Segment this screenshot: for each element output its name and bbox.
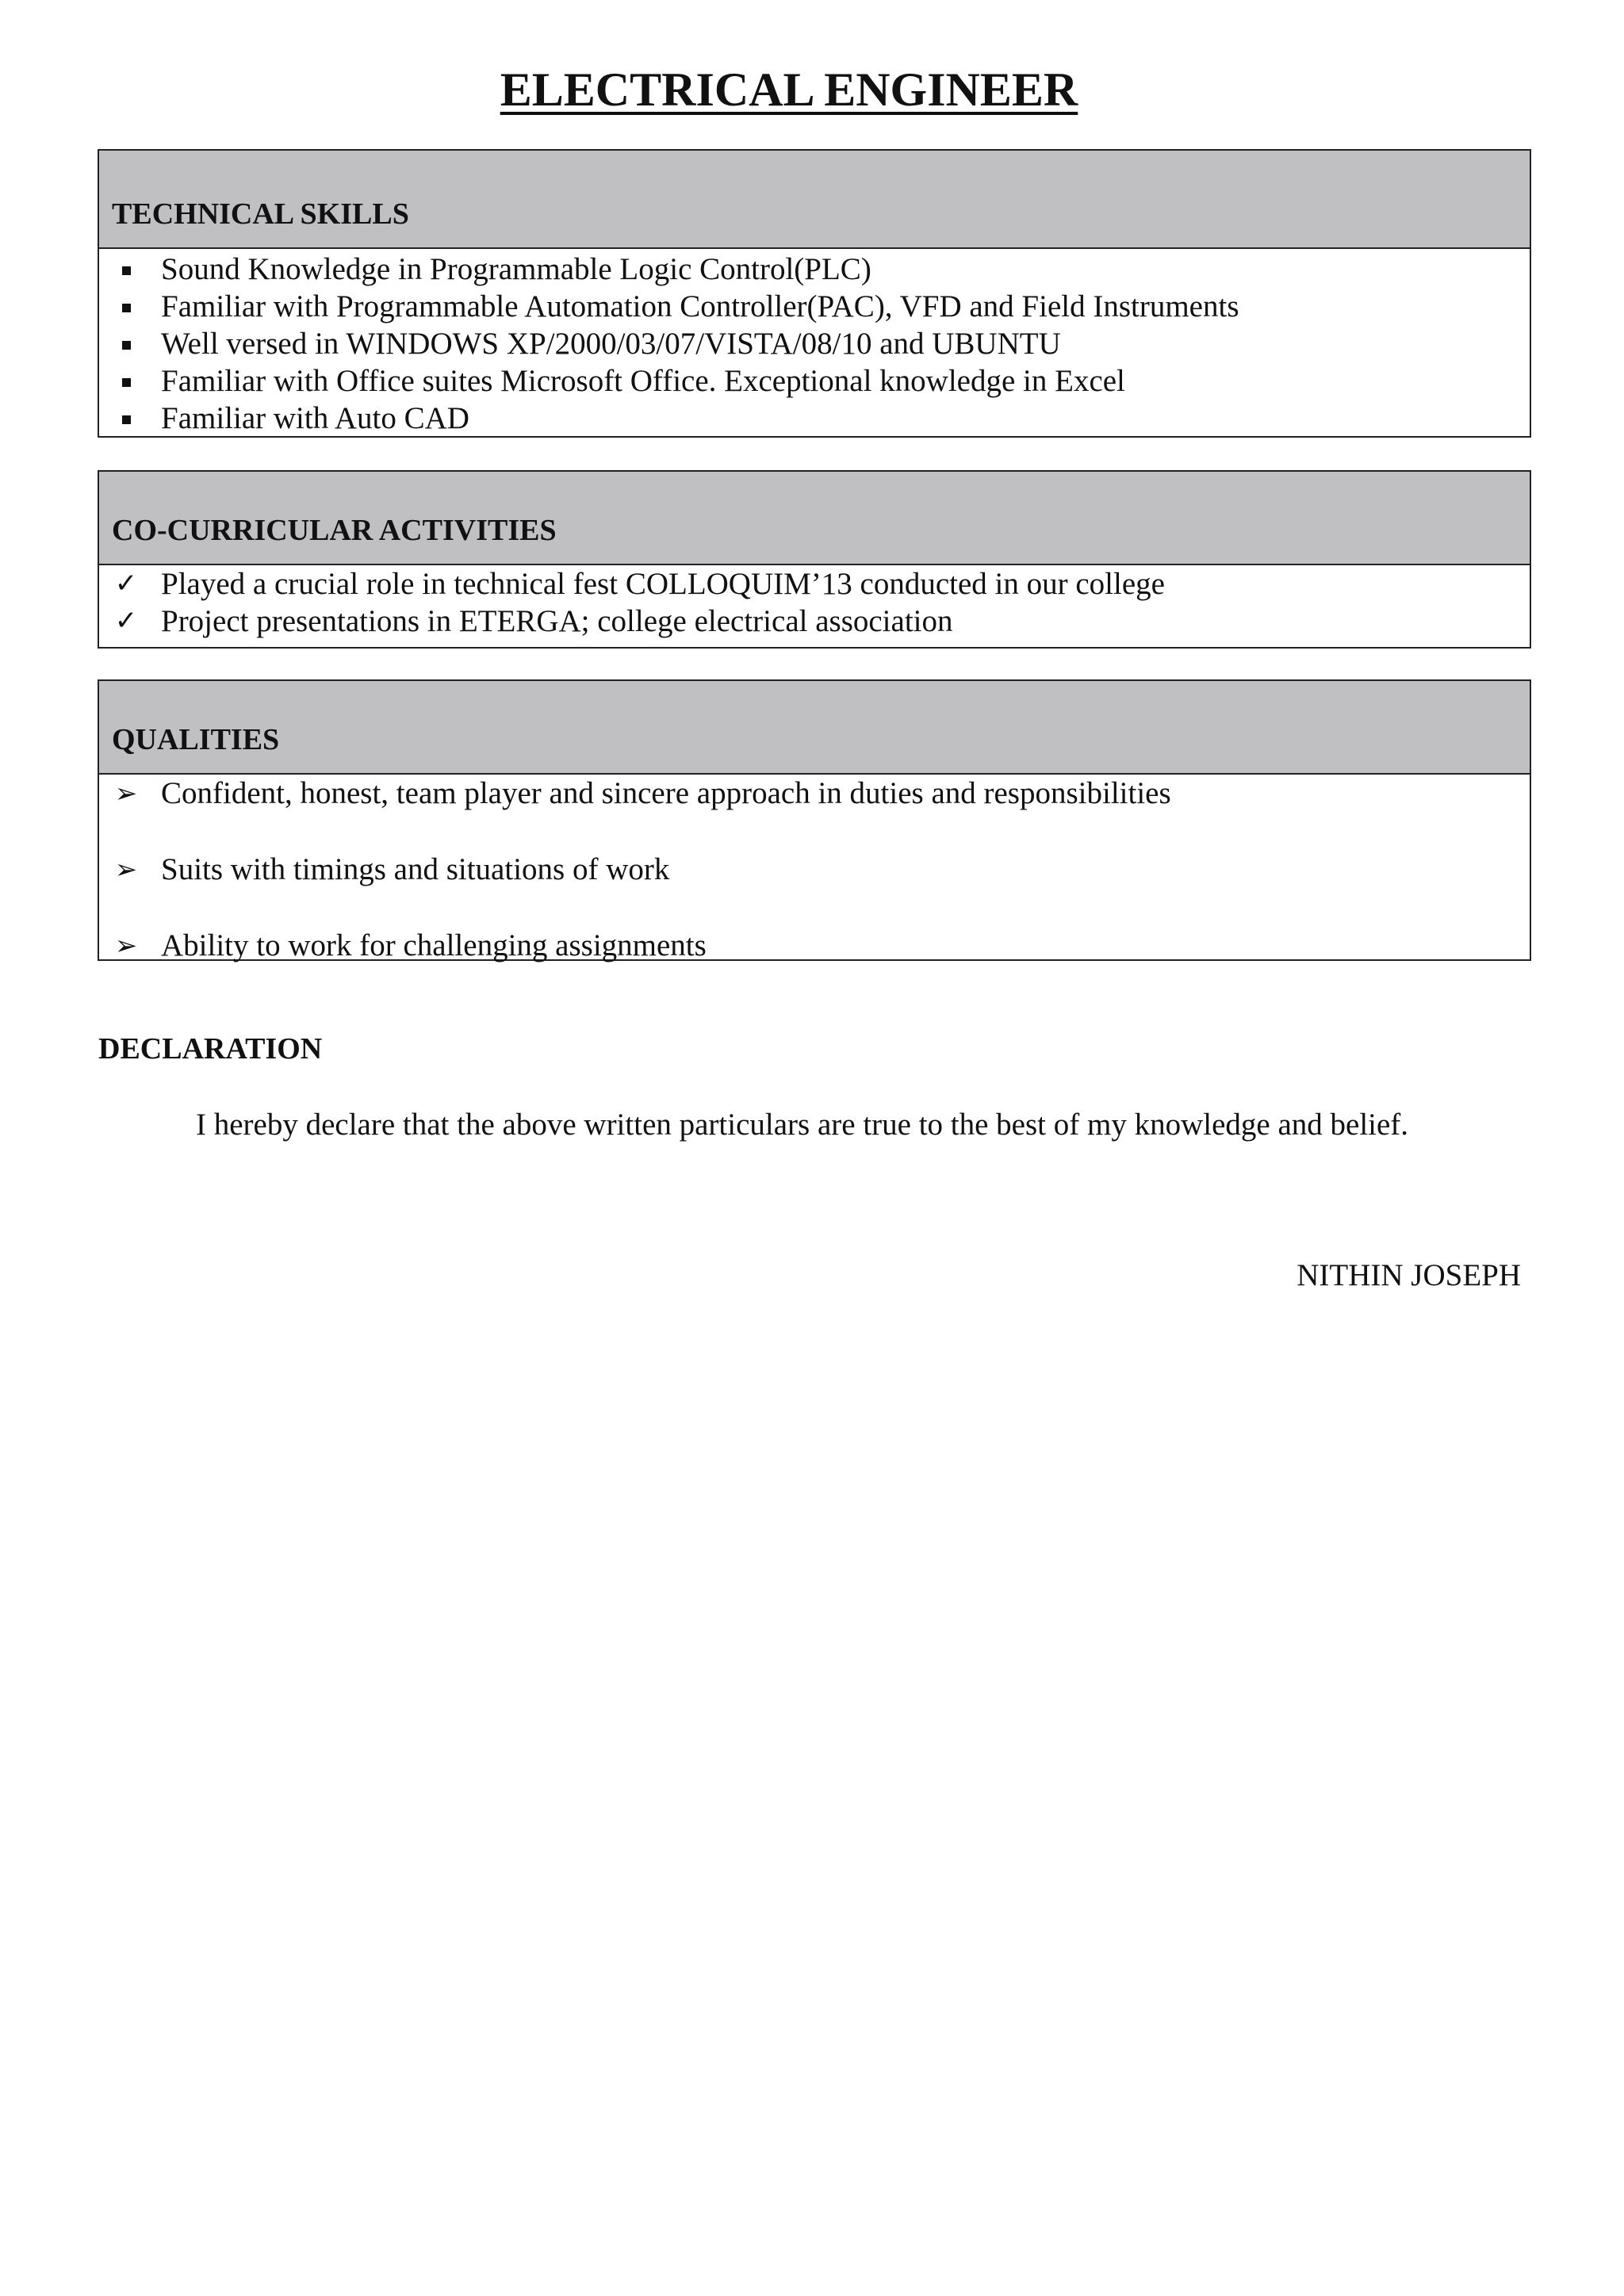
technical-skills-heading: TECHNICAL SKILLS (99, 151, 1530, 249)
arrow-bullet-icon: ➢ (114, 854, 138, 886)
list-item-text: Played a crucial role in technical fest COLLOQUIM’13 conducted in our college (161, 567, 1165, 601)
co-curricular-section (98, 470, 1531, 649)
list-item (99, 565, 1530, 603)
square-bullet-icon (110, 362, 142, 400)
square-bullet-icon (110, 288, 142, 325)
technical-skills-section (98, 149, 1531, 438)
arrow-bullet-icon: ➢ (114, 930, 138, 962)
qualities-list (99, 775, 1530, 965)
list-item-text: Well versed in WINDOWS XP/2000/03/07/VISTA/08/10 and UBUNTU (161, 327, 1061, 361)
square-bullet-icon (110, 325, 142, 362)
list-item-text: Familiar with Office suites Microsoft Office. Exceptional knowledge in Excel (161, 364, 1125, 398)
declaration-text: I hereby declare that the above written particulars are true to the best of my knowledge and belief. (196, 1108, 1409, 1142)
list-item-text: Familiar with Auto CAD (161, 401, 469, 435)
qualities-heading: QUALITIES (99, 681, 1530, 775)
technical-skills-list (99, 249, 1530, 437)
list-item-text: Confident, honest, team player and sincere approach in duties and responsibilities (161, 776, 1171, 810)
list-item-text: Sound Knowledge in Programmable Logic Control(PLC) (161, 252, 871, 286)
list-item (99, 325, 1530, 362)
list-item (99, 851, 1530, 889)
check-mark-icon: ✓ (114, 605, 138, 637)
list-item-text: Project presentations in ETERGA; college electrical association (161, 604, 953, 638)
list-item-text: Ability to work for challenging assignments (161, 928, 707, 962)
co-curricular-heading: CO-CURRICULAR ACTIVITIES (99, 472, 1530, 565)
list-item-text: Suits with timings and situations of work (161, 852, 670, 886)
square-bullet-icon (110, 400, 142, 437)
list-item (99, 775, 1530, 813)
list-item (99, 603, 1530, 640)
list-item-text: Familiar with Programmable Automation Controller(PAC), VFD and Field Instruments (161, 289, 1239, 323)
signature-name: NITHIN JOSEPH (1297, 1258, 1521, 1292)
list-item (99, 362, 1530, 400)
list-item (99, 251, 1530, 288)
declaration-heading: DECLARATION (98, 1032, 323, 1066)
co-curricular-list (99, 565, 1530, 640)
arrow-bullet-icon: ➢ (114, 778, 138, 809)
page-title: ELECTRICAL ENGINEER (500, 63, 1078, 116)
square-bullet-icon (110, 251, 142, 288)
list-item (99, 288, 1530, 325)
qualities-section (98, 679, 1531, 961)
list-item (99, 400, 1530, 437)
check-mark-icon: ✓ (114, 568, 138, 599)
list-item (99, 927, 1530, 965)
